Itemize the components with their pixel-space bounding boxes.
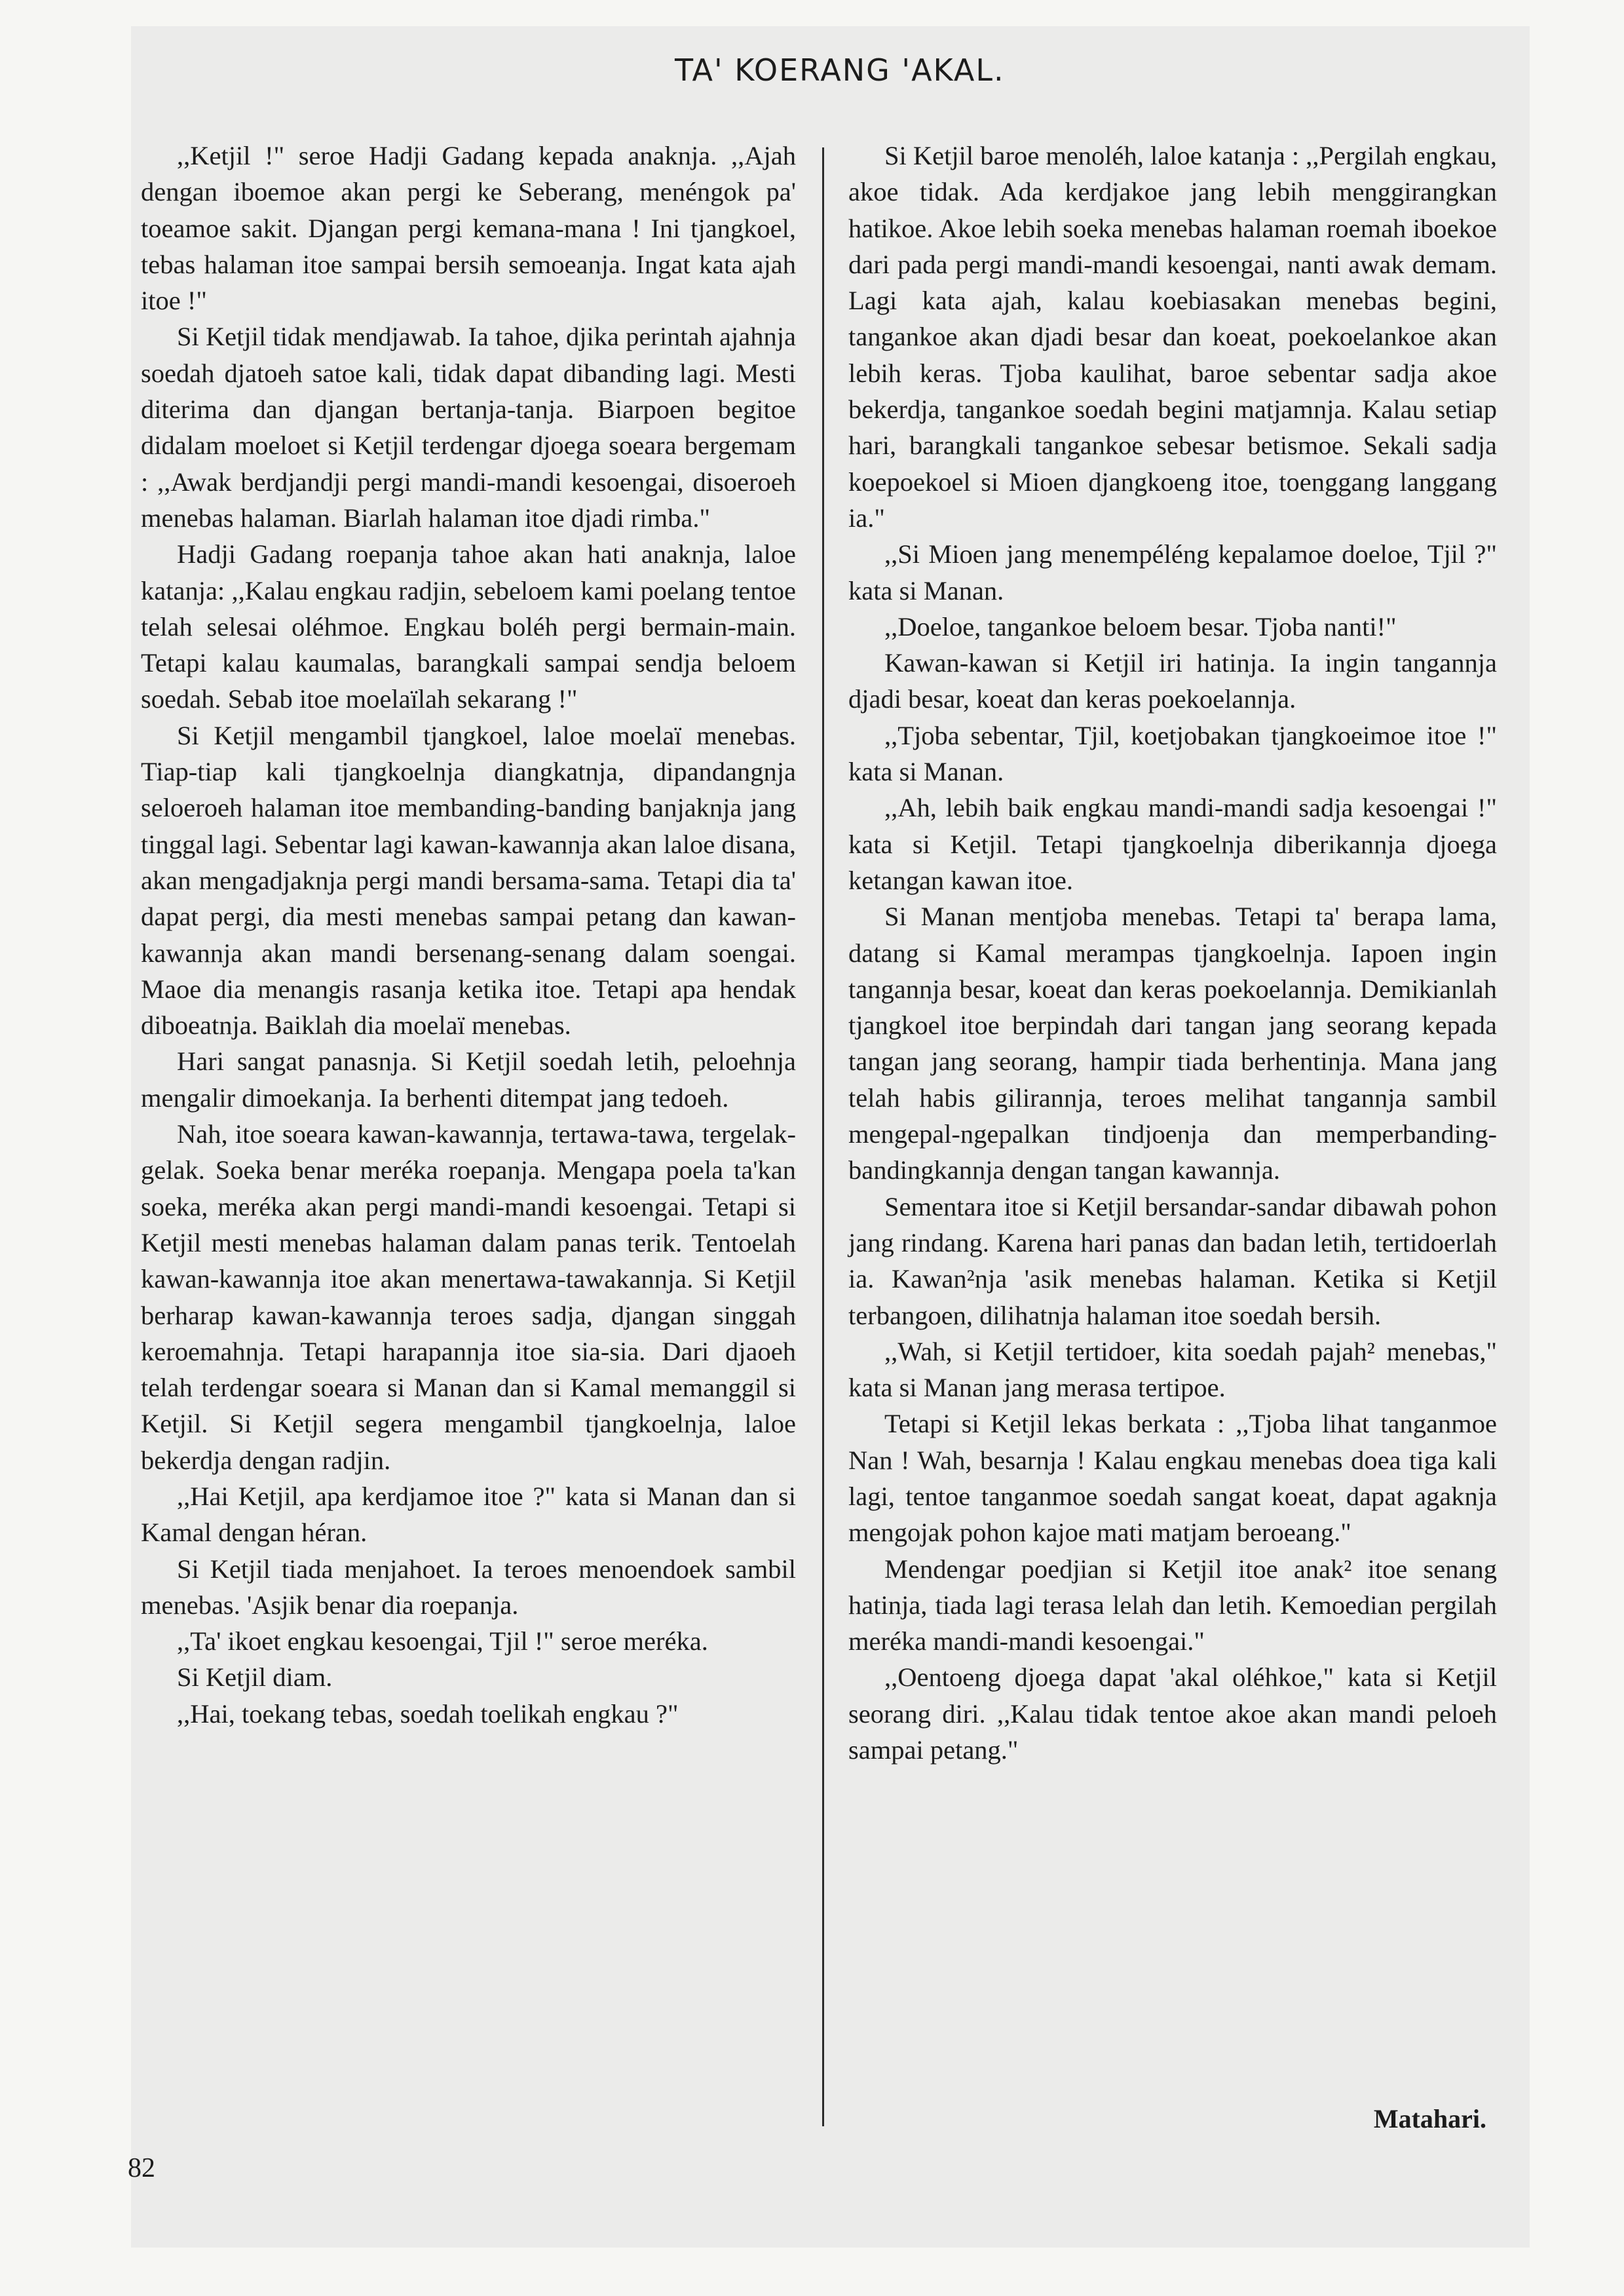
- right-column: [848, 138, 1497, 1768]
- paragraph: Hadji Gadang roepanja tahoe akan hati anaknja, laloe katanja: ,,Kalau engkau radjin, sebeloem kami poelang tentoe telah selesai oléhmoe. Engkau boléh pergi bermain-main. Tetapi kalau kaumalas, barangkali sampai sendja beloem soedah. Sebab itoe moelaïlah sekarang !": [141, 539, 796, 714]
- paragraph: ,,Doeloe, tangankoe beloem besar. Tjoba nanti!": [884, 611, 1397, 641]
- paragraph: Si Ketjil tidak mendjawab. Ia tahoe, djika perintah ajahnja soedah djatoeh satoe kali, tidak dapat dibanding lagi. Mesti diterima dan djangan bertanja-tanja. Biarpoen begitoe didalam moeloet si Ketjil terdengar djoega soeara bergemam : ,,Awak berdjandji pergi mandi-mandi kesoengai, disoeroeh menebas halaman. Biarlah halaman itoe djadi rimba.": [141, 322, 796, 533]
- author-signature: Matahari.: [1373, 2104, 1486, 2133]
- left-column: [141, 138, 796, 1732]
- paragraph: Si Ketjil diam.: [177, 1662, 333, 1693]
- paragraph: ,,Wah, si Ketjil tertidoer, kita soedah pajah² menebas," kata si Manan jang merasa tertipoe.: [848, 1336, 1497, 1403]
- paragraph: ,,Ah, lebih baik engkau mandi-mandi sadja kesoengai !" kata si Ketjil. Tetapi tjangkoelnja diberikannja djoega ketangan kawan itoe.: [848, 793, 1497, 895]
- paragraph: Tetapi si Ketjil lekas berkata : ,,Tjoba lihat tanganmoe Nan ! Wah, besarnja ! Kalau engkau menebas doea tiga kali lagi, tentoe tanganmoe soedah sangat koeat, dapat agaknja mengojak pohon kajoe mati matjam beroeang.": [848, 1409, 1497, 1548]
- paragraph: ,,Oentoeng djoega dapat 'akal oléhkoe," kata si Ketjil seorang diri. ,,Kalau tidak tentoe akoe akan mandi peloeh sampai petang.": [848, 1662, 1497, 1765]
- paragraph: Si Ketjil tiada menjahoet. Ia teroes menoendoek sambil menebas. 'Asjik benar dia roepanja.: [141, 1554, 796, 1620]
- paragraph: Si Manan mentjoba menebas. Tetapi ta' berapa lama, datang si Kamal merampas tjangkoelnja. Iapoen ingin tangannja besar, koeat dan keras poekoelannja. Demikianlah tjangkoel itoe berpindah dari tangan jang seorang kepada tangan jang seorang, hampir tiada berhentinja. Mana jang telah habis gilirannja, teroes melihat tangannja sambil mengepal-ngepalkan tindjoenja dan memperbanding-bandingkannja dengan tangan kawannja.: [848, 902, 1497, 1185]
- paragraph: ,,Ta' ikoet engkau kesoengai, Tjil !" seroe meréka.: [177, 1626, 708, 1656]
- paragraph: Hari sangat panasnja. Si Ketjil soedah letih, peloehnja mengalir dimoekanja. Ia berhenti ditempat jang tedoeh.: [141, 1046, 796, 1113]
- paragraph: Si Ketjil mengambil tjangkoel, laloe moelaï menebas. Tiap-tiap kali tjangkoelnja diangkatnja, dipandangnja seloeroeh halaman itoe membanding-banding banjaknja jang tinggal lagi. Sebentar lagi kawan-kawannja akan laloe disana, akan mengadjaknja pergi mandi bersama-sama. Tetapi dia ta' dapat pergi, dia mesti menebas sampai petang dan kawan-kawannja akan mandi bersenang-senang dalam soengai. Maoe dia menangis rasanja ketika itoe. Tetapi apa hendak diboeatnja. Baiklah dia moelaï menebas.: [141, 720, 796, 1041]
- paragraph: Nah, itoe soeara kawan-kawannja, tertawa-tawa, tergelak-gelak. Soeka benar meréka roepanja. Mengapa poela ta'kan soeka, meréka akan pergi mandi-mandi kesoengai. Tetapi si Ketjil mesti menebas halaman dalam panas terik. Tentoelah kawan-kawannja itoe akan menertawa-tawakannja. Si Ketjil berharap kawan-kawannja teroes sadja, djangan singgah keroemahnja. Tetapi harapannja itoe sia-sia. Dari djaoeh telah terdengar soeara si Manan dan si Kamal memanggil si Ketjil. Si Ketjil segera mengambil tjangkoelnja, laloe bekerdja dengan radjin.: [141, 1119, 796, 1475]
- column-divider: [822, 147, 824, 2126]
- paragraph: ,,Hai Ketjil, apa kerdjamoe itoe ?" kata si Manan dan si Kamal dengan héran.: [141, 1481, 796, 1548]
- paragraph: Si Ketjil baroe menoléh, laloe katanja : ,,Pergilah engkau, akoe tidak. Ada kerdjakoe jang lebih menggirangkan hatikoe. Akoe lebih soeka menebas halaman roemah iboekoe dari pada pergi mandi-mandi kesoengai, nanti awak demam. Lagi kata ajah, kalau koebiasakan menebas begini, tangankoe akan djadi besar dan koeat, poekoelankoe akan lebih keras. Tjoba kaulihat, baroe sebentar sadja akoe bekerdja, tangankoe soedah begini matjamnja. Kalau setiap hari, barangkali tangankoe sebesar betismoe. Sekali sadja koepoekoel si Mioen djangkoeng itoe, toenggang langgang ia.": [848, 141, 1497, 533]
- paragraph: ,,Tjoba sebentar, Tjil, koetjobakan tjangkoeimoe itoe !" kata si Manan.: [848, 720, 1497, 787]
- page-number: 82: [128, 2153, 155, 2183]
- paragraph: Kawan-kawan si Ketjil iri hatinja. Ia ingin tangannja djadi besar, koeat dan keras poekoelannja.: [848, 648, 1497, 714]
- paragraph: Mendengar poedjian si Ketjil itoe anak² itoe senang hatinja, tiada lagi terasa lelah dan letih. Kemoedian pergilah meréka mandi-mandi kesoengai.": [848, 1554, 1497, 1656]
- paragraph: ,,Ketjil !" seroe Hadji Gadang kepada anaknja. ,,Ajah dengan iboemoe akan pergi ke Seberang, menéngok pa' toeamoe sakit. Djangan pergi kemana-mana ! Ini tjangkoel, tebas halaman itoe sampai bersih semoeanja. Ingat kata ajah itoe !": [141, 141, 796, 316]
- paragraph: ,,Si Mioen jang menempéléng kepalamoe doeloe, Tjil ?" kata si Manan.: [848, 539, 1497, 605]
- paragraph: Sementara itoe si Ketjil bersandar-sandar dibawah pohon jang rindang. Karena hari panas dan badan letih, tertidoerlah ia. Kawan²nja 'asik menebas halaman. Ketika si Ketjil terbangoen, dilihatnja halaman itoe soedah bersih.: [848, 1191, 1497, 1330]
- article-title: TA' KOERANG 'AKAL.: [675, 52, 1005, 88]
- paragraph: ,,Hai, toekang tebas, soedah toelikah engkau ?": [177, 1698, 679, 1729]
